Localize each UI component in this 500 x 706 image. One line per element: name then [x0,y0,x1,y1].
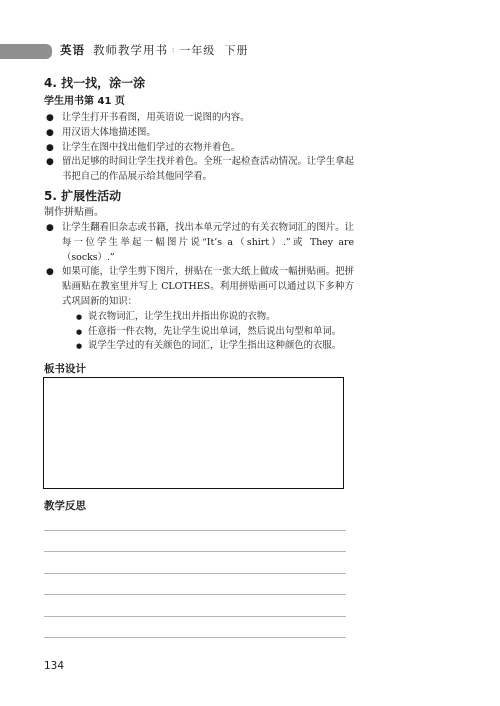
bullet-icon: ● [46,142,54,153]
header-grade: 一年级 [179,44,216,57]
bullet-icon: ● [46,222,54,233]
header-tab-decoration [0,44,52,59]
bullet-icon: ● [46,127,54,138]
board-design-box[interactable] [43,377,344,489]
sub-list-item: ● 说学生学过的有关颜色的词汇，让学生指出这种颜色的衣服。 [76,339,354,354]
reflection-line[interactable] [44,616,346,617]
list-item: ● 让学生在图中找出他们学过的衣物并着色。 [44,141,354,156]
header-separator-icon: ⁝ [172,46,176,55]
section-5-sublist [62,310,354,354]
list-item: ● 让学生打开书看图，用英语说一说图的内容。 [44,111,354,126]
header-volume: 下册 [224,44,249,57]
list-item: ● 用汉语大体地描述图。 [44,126,354,141]
reflection-line[interactable] [44,637,346,638]
sub-list-item: ● 说衣物词汇，让学生找出并指出你说的衣物。 [76,310,354,325]
sub-list-item: ● 任意指一件衣物，先让学生说出单词，然后说出句型和单词。 [76,325,354,340]
list-item: ● 如果可能，让学生剪下图片，拼贴在一张大纸上做成一幅拼贴画。把拼贴画贴在教室里并写上 CLOTHES。利用拼贴画可以通过以下多种方式巩固新的知识： ● 说衣物词汇，让学生找出并指出你说的衣物。 ● 任意指一件衣物，先让学生说出单词，然后说出句型和单词。 ● 说学生学过的有关颜色的词汇，让学生指出这种颜色的衣服。 [44,265,354,354]
header-subject: 英语 [60,43,85,57]
sub-bullet-icon: ● [76,342,83,351]
bullet-icon: ● [46,113,54,123]
bullet-icon: ● [46,157,54,168]
header-book: 教师教学用书 [93,43,168,57]
reflection-line[interactable] [44,573,346,574]
section-4-subtitle: 学生用书第 41 页 [44,96,125,107]
sub-bullet-icon: ● [76,312,83,321]
page-header [0,38,500,64]
bullet-icon: ● [46,267,54,278]
section-5-title: 5. 扩展性活动 [44,188,122,203]
main-content [44,74,354,354]
section-4-list [44,111,354,185]
sub-bullet-icon: ● [76,327,83,336]
section-4-title: 4. 找一找，涂一涂 [44,76,146,90]
teaching-reflection-label: 教学反思 [44,500,86,512]
page-number: 134 [44,660,65,672]
reflection-line[interactable] [44,551,346,552]
board-design-label: 板书设计 [44,363,86,375]
list-item: ● 留出足够的时间让学生找并着色。全班一起检查活动情况。让学生拿起书把自己的作品展示给其他同学看。 [46,156,354,183]
section-5-list [44,221,354,354]
reflection-line[interactable] [44,594,346,595]
list-item: ● 让学生翻看旧杂志或书籍，找出本单元学过的有关衣物词汇的图片。让每一位学生举起一幅图片说“It’s a（shirt）.”或 They are（socks）.” [46,221,354,263]
header-title [60,42,249,58]
section-5-intro: 制作拼贴画。 [44,206,104,218]
reflection-line[interactable] [44,530,346,531]
